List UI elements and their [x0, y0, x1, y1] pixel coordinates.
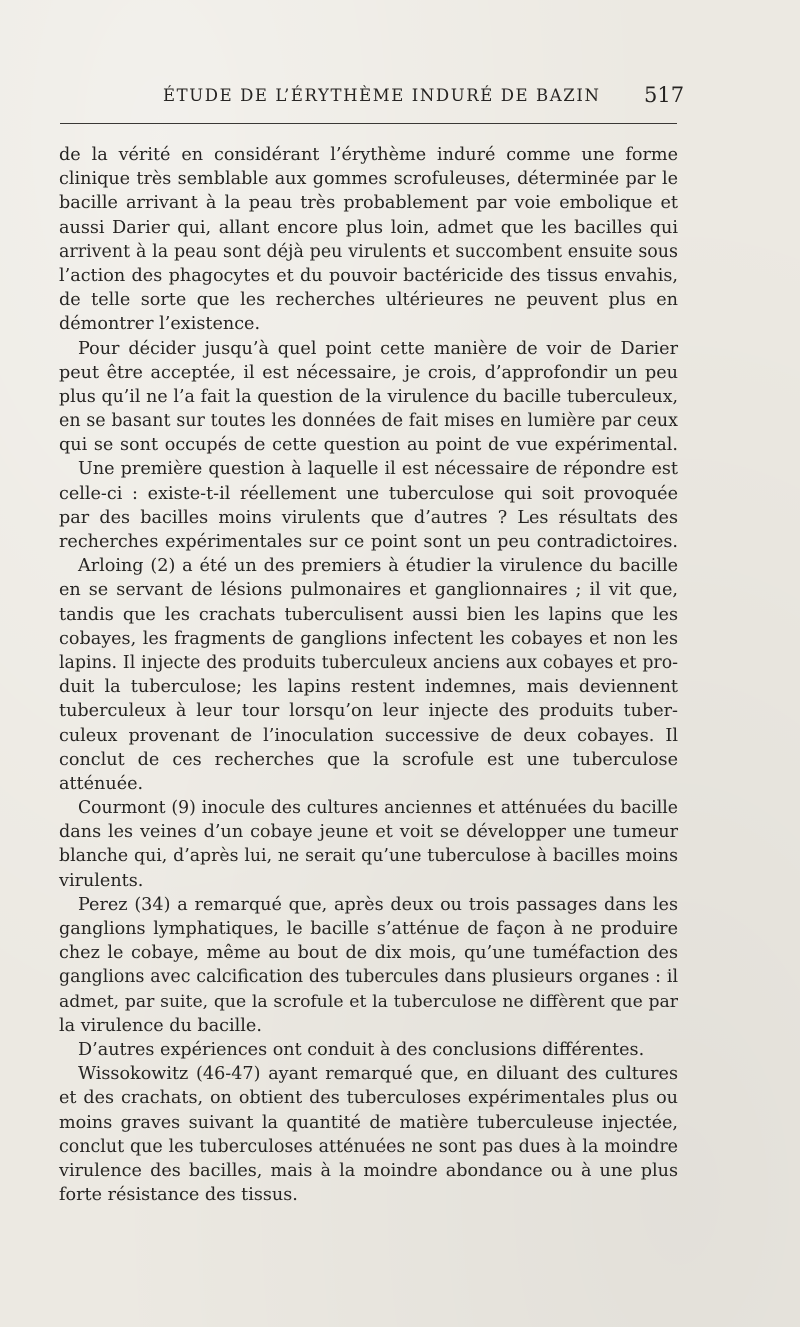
- text-line: virulence des bacilles, mais à la moindre abondance ou à une plus: [59, 1160, 678, 1181]
- text-line: celle-ci : existe-t-il réellement une tuberculose qui soit provoquée: [59, 483, 678, 504]
- text-line: en se basant sur toutes les données de fait mises en lumière par ceux: [59, 411, 678, 432]
- text-line: démontrer l’existence.: [59, 314, 261, 335]
- header-rule: [60, 123, 677, 124]
- text-line: blanche qui, d’après lui, ne serait qu’une tuberculose à bacilles moins: [59, 846, 678, 867]
- text-line: conclut de ces recherches que la scrofule est une tuberculose: [59, 749, 678, 770]
- text-line: Pour décider jusqu’à quel point cette manière de voir de Darier: [78, 338, 678, 359]
- text-line: tandis que les crachats tuberculisent aussi bien les lapins que les: [59, 604, 678, 625]
- text-line: conclut que les tuberculoses atténuées ne sont pas dues à la moindre: [59, 1136, 678, 1157]
- running-head: [0, 83, 800, 112]
- text-line: aussi Darier qui, allant encore plus loin, admet que les bacilles qui: [59, 217, 678, 238]
- text-line: Courmont (9) inocule des cultures anciennes et atténuées du bacille: [78, 798, 678, 819]
- text-line: l’action des phagocytes et du pouvoir bactéricide des tissus envahis,: [59, 265, 678, 286]
- text-line: peut être acceptée, il est nécessaire, je crois, d’approfondir un peu: [59, 362, 678, 383]
- text-line: cobayes, les fragments de ganglions infectent les cobayes et non les: [59, 628, 678, 649]
- text-line: la virulence du bacille.: [59, 1015, 262, 1036]
- text-line: culeux provenant de l’inoculation successive de deux cobayes. Il: [59, 725, 678, 746]
- text-line: virulents.: [59, 870, 144, 891]
- text-line: de telle sorte que les recherches ultérieures ne peuvent plus en: [59, 290, 678, 311]
- text-line: Une première question à laquelle il est nécessaire de répondre est: [78, 459, 678, 480]
- text-line: dans les veines d’un cobaye jeune et voit se développer une tumeur: [59, 822, 678, 843]
- text-line: lapins. Il injecte des produits tuberculeux anciens aux cobayes et pro-: [59, 652, 678, 673]
- text-line: en se servant de lésions pulmonaires et ganglionnaires ; il vit que,: [59, 580, 678, 601]
- text-line: Wissokowitz (46-47) ayant remarqué que, en diluant des cultures: [78, 1064, 678, 1085]
- text-line: Perez (34) a remarqué que, après deux ou trois passages dans les: [78, 894, 678, 915]
- text-line: forte résistance des tissus.: [59, 1185, 298, 1206]
- text-line: duit la tuberculose; les lapins restent indemnes, mais deviennent: [59, 677, 678, 698]
- text-line: clinique très semblable aux gommes scrofuleuses, déterminée par le: [59, 169, 678, 190]
- text-line: chez le cobaye, même au bout de dix mois, qu’une tuméfaction des: [59, 943, 678, 964]
- page-number: 517: [644, 83, 685, 107]
- text-line: atténuée.: [59, 773, 144, 794]
- text-line: moins graves suivant la quantité de matière tuberculeuse injectée,: [59, 1112, 678, 1133]
- text-line: de la vérité en considérant l’érythème induré comme une forme: [59, 145, 678, 165]
- text-line: ganglions lymphatiques, le bacille s’atténue de façon à ne produire: [59, 919, 678, 939]
- text-line: et des crachats, on obtient des tuberculoses expérimentales plus ou: [59, 1088, 678, 1109]
- body-text: [59, 143, 678, 1207]
- text-line: qui se sont occupés de cette question au point de vue expérimental.: [59, 435, 678, 456]
- text-line: ganglions avec calcification des tubercules dans plusieurs organes : il: [59, 967, 678, 988]
- text-line: tuberculeux à leur tour lorsqu’on leur injecte des produits tuber-: [59, 701, 678, 722]
- text-line: D’autres expériences ont conduit à des conclusions différentes.: [78, 1039, 645, 1060]
- text-line: recherches expérimentales sur ce point sont un peu contradictoires.: [59, 532, 678, 552]
- running-head-title: ÉTUDE DE L’ÉRYTHÈME INDURÉ DE BAZIN: [163, 86, 601, 105]
- text-line: plus qu’il ne l’a fait la question de la virulence du bacille tuberculeux,: [59, 386, 678, 407]
- text-line: arrivent à la peau sont déjà peu virulents et succombent ensuite sous: [59, 241, 678, 262]
- text-line: par des bacilles moins virulents que d’autres ? Les résultats des: [59, 507, 678, 528]
- text-line: Arloing (2) a été un des premiers à étudier la virulence du bacille: [78, 556, 678, 577]
- text-line: bacille arrivant à la peau très probablement par voie embolique et: [59, 193, 678, 214]
- text-line: admet, par suite, que la scrofule et la tuberculose ne diffèrent que par: [59, 991, 678, 1012]
